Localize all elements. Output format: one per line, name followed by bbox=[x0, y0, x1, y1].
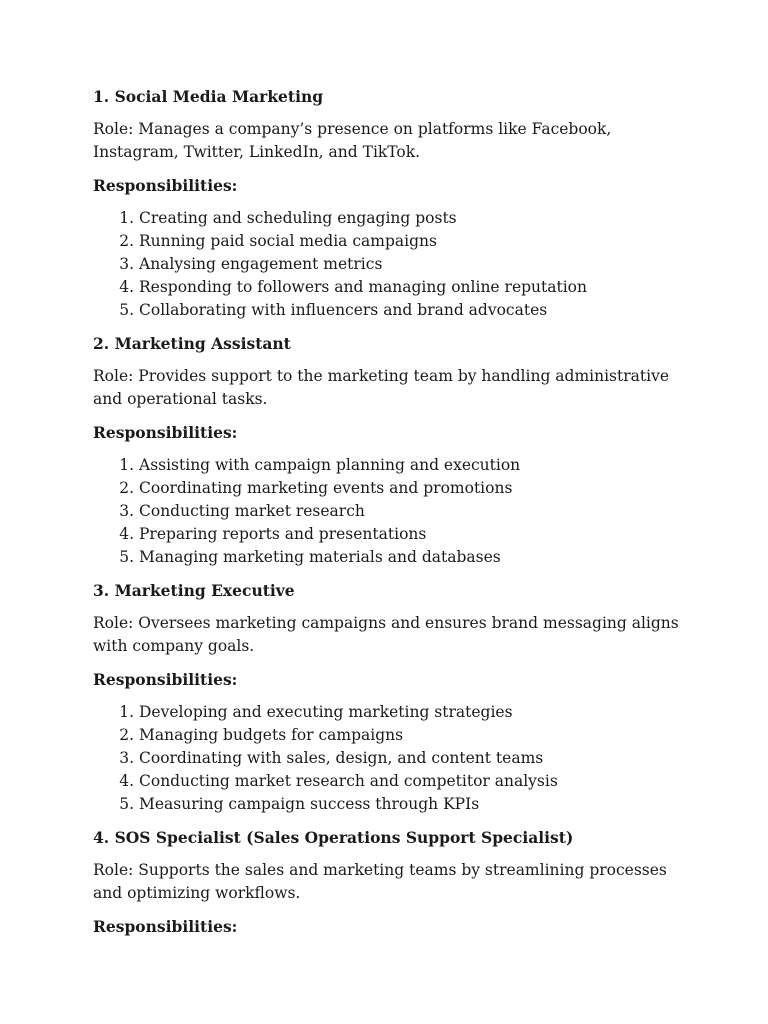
list-item: 5. Collaborating with influencers and brand advocates bbox=[139, 299, 688, 322]
role-description: Role: Manages a company’s presence on platforms like Facebook, Instagram, Twitter, LinkedIn, and TikTok. bbox=[93, 120, 612, 161]
list-item: 1. Creating and scheduling engaging posts bbox=[139, 207, 688, 230]
section-sos-specialist bbox=[93, 826, 688, 938]
list-item: 4. Conducting market research and competitor analysis bbox=[139, 770, 688, 793]
responsibilities-label: Responsibilities: bbox=[93, 670, 238, 689]
list-item: 1. Assisting with campaign planning and execution bbox=[139, 454, 688, 477]
responsibilities-list bbox=[93, 207, 688, 322]
list-item: 2. Running paid social media campaigns bbox=[139, 230, 688, 253]
list-item: 1. Developing and executing marketing strategies bbox=[139, 701, 688, 724]
responsibilities-list bbox=[93, 454, 688, 569]
responsibilities-label: Responsibilities: bbox=[93, 423, 238, 442]
section-marketing-executive bbox=[93, 579, 688, 816]
section-social-media-marketing bbox=[93, 85, 688, 322]
section-heading: 1. Social Media Marketing bbox=[93, 87, 324, 106]
list-item: 3. Coordinating with sales, design, and content teams bbox=[139, 747, 688, 770]
responsibilities-list bbox=[93, 701, 688, 816]
list-item: 5. Managing marketing materials and databases bbox=[139, 546, 688, 569]
list-item: 4. Responding to followers and managing online reputation bbox=[139, 276, 688, 299]
list-item: 2. Managing budgets for campaigns bbox=[139, 724, 688, 747]
list-item: 5. Measuring campaign success through KPIs bbox=[139, 793, 688, 816]
section-heading: 3. Marketing Executive bbox=[93, 581, 295, 600]
role-description: Role: Provides support to the marketing team by handling administrative and operational tasks. bbox=[93, 367, 670, 408]
section-marketing-assistant bbox=[93, 332, 688, 569]
responsibilities-label: Responsibilities: bbox=[93, 917, 238, 936]
role-description: Role: Oversees marketing campaigns and ensures brand messaging aligns with company goals. bbox=[93, 614, 679, 655]
list-item: 3. Conducting market research bbox=[139, 500, 688, 523]
section-heading: 2. Marketing Assistant bbox=[93, 334, 291, 353]
role-description: Role: Supports the sales and marketing teams by streamlining processes and optimizing workflows. bbox=[93, 861, 667, 902]
section-heading: 4. SOS Specialist (Sales Operations Support Specialist) bbox=[93, 828, 574, 847]
list-item: 2. Coordinating marketing events and promotions bbox=[139, 477, 688, 500]
responsibilities-label: Responsibilities: bbox=[93, 176, 238, 195]
list-item: 4. Preparing reports and presentations bbox=[139, 523, 688, 546]
list-item: 3. Analysing engagement metrics bbox=[139, 253, 688, 276]
